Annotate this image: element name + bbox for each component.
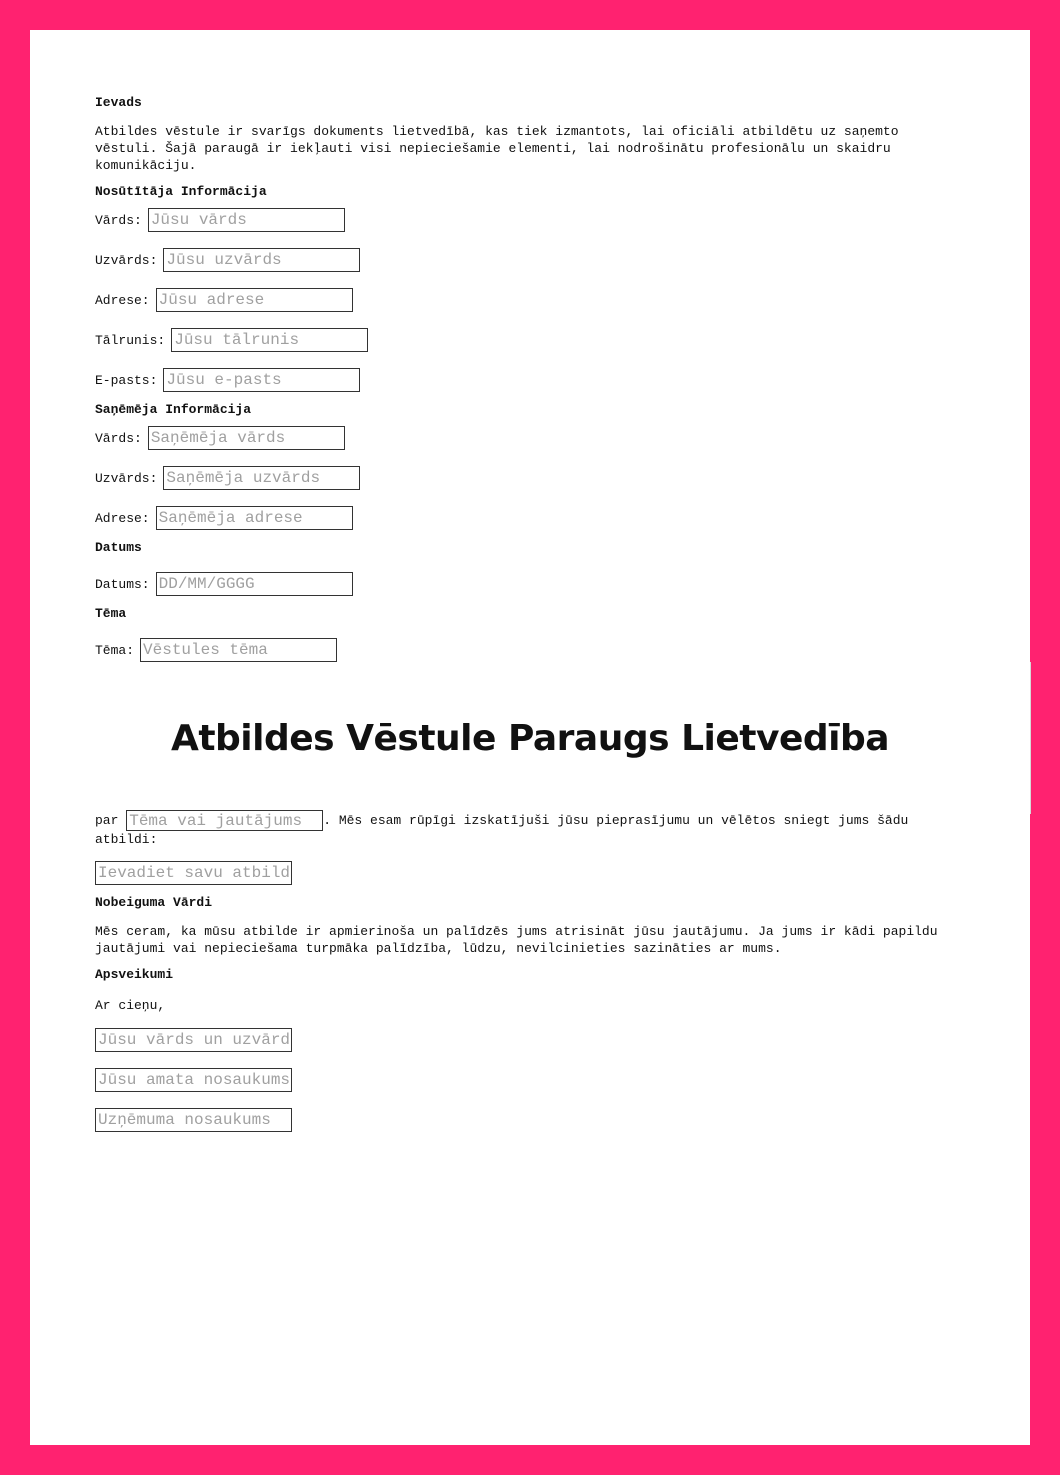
answer-row — [95, 861, 955, 885]
sender-email-input[interactable] — [163, 368, 360, 392]
sender-address-input[interactable] — [156, 288, 353, 312]
field-label: Adrese: — [95, 292, 150, 308]
closing-text: Mēs ceram, ka mūsu atbilde ir apmierinoša un palīdzēs jums atrisināt jūsu jautājumu. Ja jums ir kādi papildu jautājumi vai nepieciešama turpmāka palīdzība, lūdzu, nevilcinieties sazināties ar mums. — [95, 924, 938, 956]
sender-surname-row — [95, 248, 955, 272]
letter-page — [30, 30, 1030, 1445]
recipient-name-input[interactable] — [148, 426, 345, 450]
sender-name-input[interactable] — [148, 208, 345, 232]
field-label: Uzvārds: — [95, 252, 158, 268]
intro-text: Atbildes vēstule ir svarīgs dokuments lietvedībā, kas tiek izmantots, lai oficiāli atbildētu uz saņemto vēstuli. Šajā paraugā ir iekļauti visi nepieciešamie elementi, lai nodrošinātu profesionālu un skaidru komunikāciju. — [95, 124, 899, 173]
field-label: Vārds: — [95, 430, 142, 446]
recipient-surname-row — [95, 466, 955, 490]
signature-name-input[interactable] — [95, 1028, 292, 1052]
field-label: Datums: — [95, 576, 150, 592]
signature-company-row — [95, 1108, 955, 1132]
field-label: Tālrunis: — [95, 332, 166, 348]
sender-name-row — [95, 208, 955, 232]
recipient-surname-input[interactable] — [163, 466, 360, 490]
recipient-address-input[interactable] — [156, 506, 353, 530]
signature-position-input[interactable] — [95, 1068, 292, 1092]
recipient-name-row — [95, 426, 955, 450]
intro-heading: Ievads — [95, 95, 142, 110]
signature-position-row — [95, 1068, 955, 1092]
field-label: Tēma: — [95, 642, 135, 658]
page-title: Atbildes Vēstule Paraugs Lietvedība — [170, 718, 890, 759]
body-prefix: par — [95, 812, 119, 828]
sender-surname-input[interactable] — [163, 248, 360, 272]
recipient-address-row — [95, 506, 955, 530]
field-label: E-pasts: — [95, 372, 158, 388]
date-input[interactable] — [156, 572, 353, 596]
sender-email-row — [95, 368, 955, 392]
answer-input[interactable] — [95, 861, 292, 885]
closing-heading: Nobeiguma Vārdi — [95, 895, 213, 910]
signature-company-input[interactable] — [95, 1108, 292, 1132]
signature-name-row — [95, 1028, 955, 1052]
sender-phone-input[interactable] — [171, 328, 368, 352]
subject-heading: Tēma — [95, 606, 127, 621]
subject-input[interactable] — [140, 638, 337, 662]
field-label: Uzvārds: — [95, 470, 158, 486]
body-text: . Mēs esam rūpīgi izskatījuši jūsu pieprasījumu un vēlētos sniegt jums šādu atbildi: — [95, 812, 909, 847]
upper-section — [30, 30, 1030, 662]
regards-text: Ar cieņu, — [95, 998, 166, 1013]
sender-heading: Nosūtītāja Informācija — [95, 184, 267, 199]
topic-input[interactable] — [126, 810, 323, 831]
body-paragraph — [95, 810, 955, 848]
subject-row — [95, 638, 955, 662]
recipient-heading: Saņēmēja Informācija — [95, 402, 252, 417]
regards-heading: Apsveikumi — [95, 967, 174, 982]
date-row — [95, 572, 955, 596]
sender-phone-row — [95, 328, 955, 352]
date-heading: Datums — [95, 540, 142, 555]
sender-address-row — [95, 288, 955, 312]
field-label: Vārds: — [95, 212, 142, 228]
field-label: Adrese: — [95, 510, 150, 526]
